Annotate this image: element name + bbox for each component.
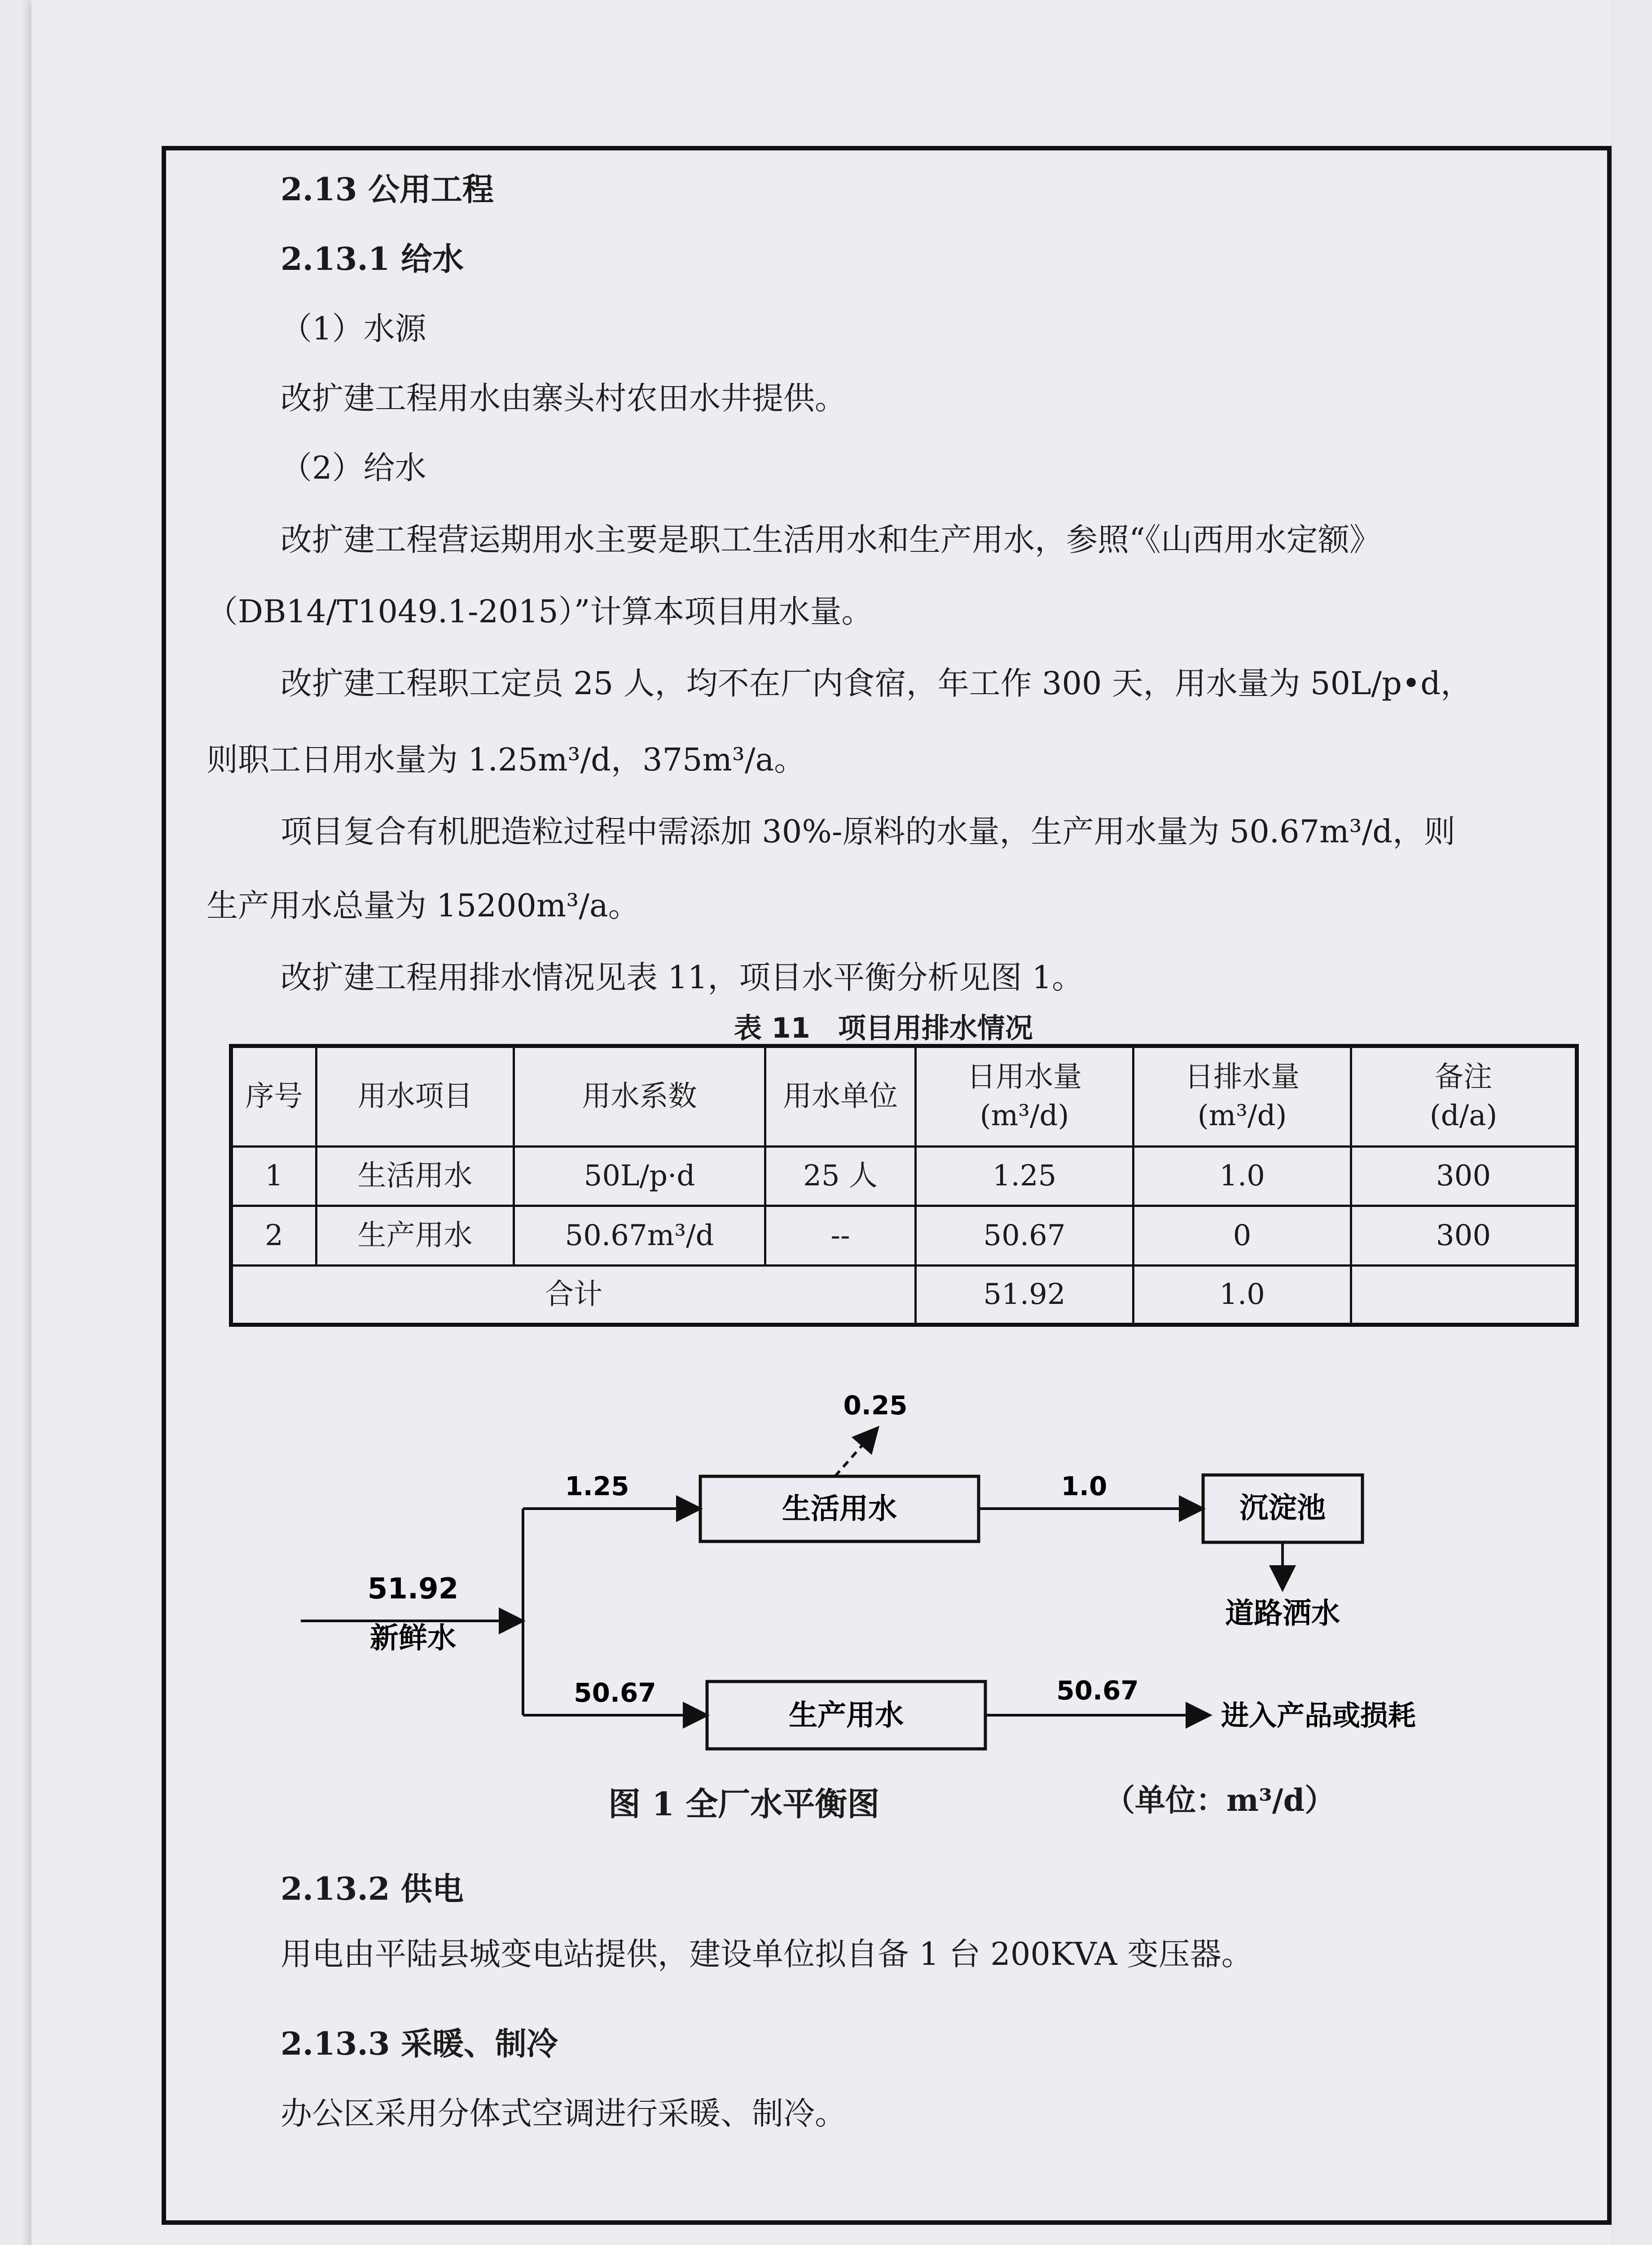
paragraph-staff-line1: 改扩建工程职工定员 25 人，均不在厂内食宿，年工作 300 天，用水量为 50L/p•d， <box>281 665 1472 702</box>
header-cell: 用水系数 <box>514 1046 765 1147</box>
paragraph-hvac: 办公区采用分体式空调进行采暖、制冷。 <box>281 2095 846 2132</box>
paragraph-supply-line1: 改扩建工程营运期用水主要是职工生活用水和生产用水，参照“《山西用水定额》 <box>281 521 1381 558</box>
table-cell: 生活用水 <box>316 1146 514 1206</box>
item-water-supply: （2）给水 <box>281 449 426 486</box>
header-cell: 用水项目 <box>316 1046 514 1147</box>
settling-box-label: 沉淀池 <box>1239 1492 1326 1525</box>
figure-caption: 图 1 全厂水平衡图 <box>608 1785 880 1823</box>
product-label: 进入产品或损耗 <box>1221 1699 1416 1732</box>
paragraph-staff-line2: 则职工日用水量为 1.25m³/d，375m³/a。 <box>206 741 806 778</box>
domestic-in-value: 1.25 <box>565 1471 629 1501</box>
subsection-heading-hvac: 2.13.3 采暖、制冷 <box>281 2025 558 2062</box>
header-cell: 日用水量 (m³/d) <box>916 1046 1134 1147</box>
paragraph-power: 用电由平陆县城变电站提供，建设单位拟自备 1 台 200KVA 变压器。 <box>281 1936 1253 1972</box>
subsection-heading-power: 2.13.2 供电 <box>281 1870 464 1907</box>
paragraph-production-line2: 生产用水总量为 15200m³/a。 <box>206 887 640 924</box>
table-cell: 50.67m³/d <box>514 1206 765 1265</box>
loss-value: 0.25 <box>843 1390 908 1421</box>
table-cell: 1.0 <box>1134 1146 1351 1206</box>
table-cell: 1.25 <box>916 1146 1134 1206</box>
paragraph-supply-line2: （DB14/T1049.1-2015）”计算本项目用水量。 <box>206 593 873 630</box>
table-header-row <box>231 1046 1577 1147</box>
subsection-heading-water-supply: 2.13.1 给水 <box>281 240 464 277</box>
document-page <box>31 0 1612 2245</box>
water-balance-diagram <box>296 1383 1481 1800</box>
table-row <box>231 1206 1577 1265</box>
paragraph-water-source: 改扩建工程用水由寨头村农田水井提供。 <box>281 380 846 417</box>
paragraph-reference: 改扩建工程用排水情况见表 11，项目水平衡分析见图 1。 <box>281 959 1084 996</box>
paragraph-production-line1: 项目复合有机肥造粒过程中需添加 30%-原料的水量，生产用水量为 50.67m³/d，则 <box>281 813 1455 850</box>
domestic-box-label: 生活用水 <box>782 1492 897 1526</box>
table-cell: 2 <box>231 1206 316 1265</box>
table-cell: 300 <box>1351 1206 1577 1265</box>
table-cell: 50L/p·d <box>514 1146 765 1206</box>
table-cell: 51.92 <box>916 1265 1134 1325</box>
table-cell: 生产用水 <box>316 1206 514 1265</box>
production-in-value: 50.67 <box>574 1677 656 1708</box>
inflow-value: 51.92 <box>367 1572 459 1606</box>
production-out-value: 50.67 <box>1056 1675 1139 1706</box>
table-cell: 300 <box>1351 1146 1577 1206</box>
table-row <box>231 1146 1577 1206</box>
table-cell <box>1351 1265 1577 1325</box>
section-heading: 2.13 公用工程 <box>281 171 494 208</box>
header-cell: 序号 <box>231 1046 316 1147</box>
water-usage-table <box>229 1044 1579 1327</box>
table-cell: -- <box>765 1206 916 1265</box>
table-cell: 25 人 <box>765 1146 916 1206</box>
table-cell: 1 <box>231 1146 316 1206</box>
table-cell: 1.0 <box>1134 1265 1351 1325</box>
total-label-cell: 合计 <box>231 1265 916 1325</box>
item-water-source: （1）水源 <box>281 310 426 347</box>
header-cell: 用水单位 <box>765 1046 916 1147</box>
production-box-label: 生产用水 <box>789 1699 904 1732</box>
road-label: 道路洒水 <box>1225 1597 1340 1630</box>
loss-arrow <box>835 1428 878 1476</box>
table-cell: 0 <box>1134 1206 1351 1265</box>
domestic-out-value: 1.0 <box>1061 1471 1107 1501</box>
header-cell: 备注 (d/a) <box>1351 1046 1577 1147</box>
table-caption: 表 11 项目用排水情况 <box>734 1012 1033 1044</box>
table-total-row <box>231 1265 1577 1325</box>
figure-unit-caption: （单位：m³/d） <box>1104 1783 1336 1818</box>
inflow-label: 新鲜水 <box>370 1622 456 1655</box>
header-cell: 日排水量 (m³/d) <box>1134 1046 1351 1147</box>
table-cell: 50.67 <box>916 1206 1134 1265</box>
